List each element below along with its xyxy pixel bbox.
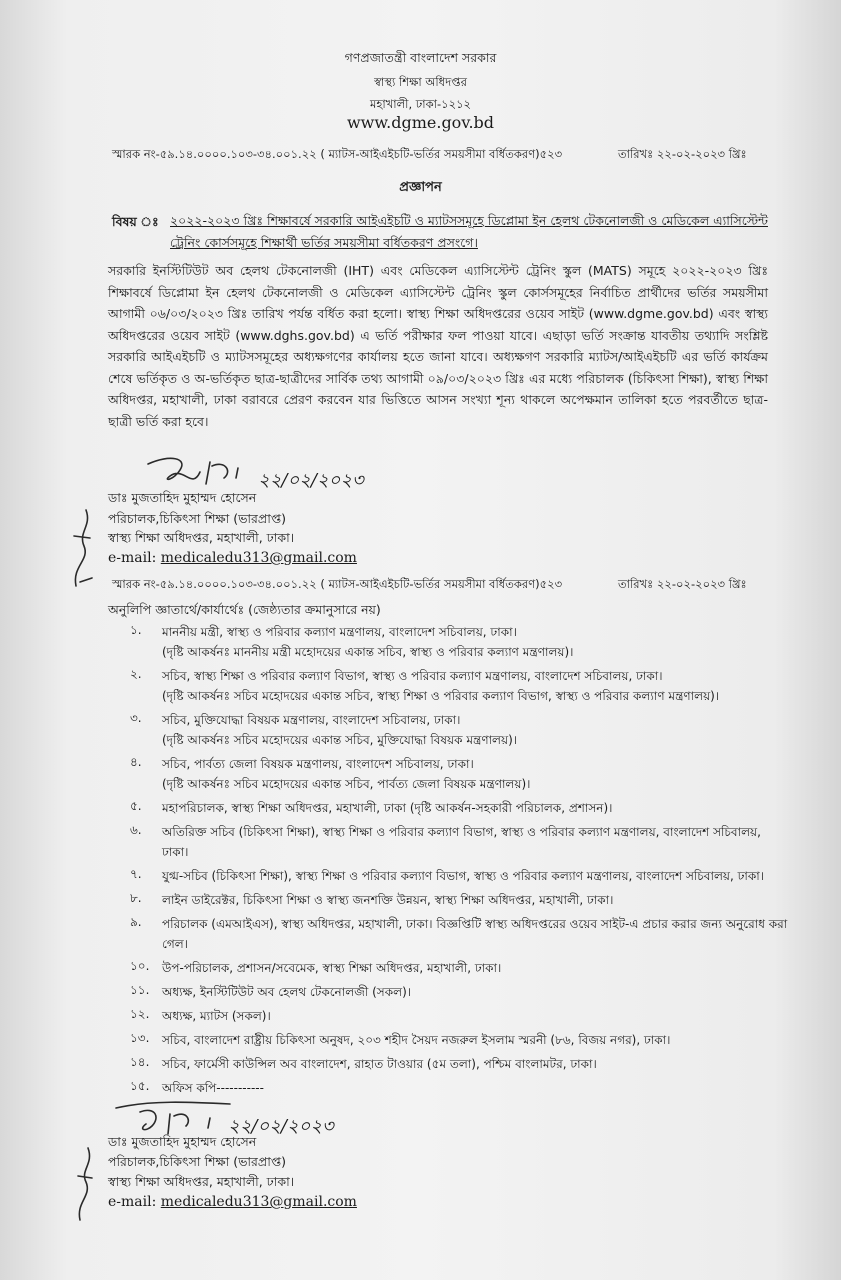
copy-to-heading: অনুলিপি জ্ঞাতার্থে/কার্যার্থেঃ (জেষ্ঠ্যতার ক্রমানুসারে নয়) xyxy=(108,602,381,617)
list-item-number: ১০. xyxy=(130,959,150,973)
list-item-number: ১৪. xyxy=(130,1055,150,1069)
list-item-number: ১. xyxy=(130,623,142,637)
department-name: স্বাস্থ্য শিক্ষা অধিদপ্তর xyxy=(374,75,467,89)
list-item-note: (দৃষ্টি আকর্ষনঃ মাননীয় মন্ত্রী মহোদয়ের একান্ত সচিব, স্বাস্থ্য ও পরিবার কল্যাণ মন্ত্রণালয়)। xyxy=(162,645,574,659)
list-item-number: ১২. xyxy=(130,1007,150,1021)
list-item-text: সচিব, স্বাস্থ্য শিক্ষা ও পরিবার কল্যাণ বিভাগ, স্বাস্থ্য ও পরিবার কল্যাণ মন্ত্রণালয়, বাংলাদেশ সচিবালয়, ঢাকা। xyxy=(162,669,663,683)
list-item-number: ৭. xyxy=(130,867,142,881)
list-item-text: সচিব, মুক্তিযোদ্ধা বিষয়ক মন্ত্রণালয়, বাংলাদেশ সচিবালয়, ঢাকা। xyxy=(162,713,461,727)
list-item xyxy=(130,754,790,794)
list-item-number: ৩. xyxy=(130,711,142,725)
list-item xyxy=(130,890,790,910)
email-label-2: e-mail: xyxy=(108,1194,157,1210)
list-item-number: ২. xyxy=(130,667,142,681)
list-item-text: যুগ্ম-সচিব (চিকিৎসা শিক্ষা), স্বাস্থ্য শিক্ষা ও পরিবার কল্যাণ বিভাগ, স্বাস্থ্য ও পরিবার কল্যাণ মন্ত্রণালয়, বাংলাদেশ সচিবালয়, ঢাকা। xyxy=(162,869,765,883)
office-address: মহাখালী, ঢাকা-১২১২ xyxy=(369,97,472,111)
signatory-name: ডাঃ মুজতাহিদ মুহাম্মদ হোসেন xyxy=(108,490,257,505)
handwritten-date: ২২/০২/২০২৩ xyxy=(258,470,364,491)
memo-number-copy: স্মারক নং-৫৯.১৪.০০০০.১০৩-৩৪.০০১.২২ ( ম্যাটস-আইএইচটি-ভর্তির সময়সীমা বর্ধিতকরণ)৫২৩ xyxy=(112,577,563,591)
list-item xyxy=(130,1054,790,1074)
list-item-text: অফিস কপি----------- xyxy=(162,1081,264,1095)
memo-date: তারিখঃ ২২-০২-২০২৩ খ্রিঃ xyxy=(618,147,747,161)
memo-date-copy: তারিখঃ ২২-০২-২০২৩ খ্রিঃ xyxy=(618,577,747,591)
email-label: e-mail: xyxy=(108,550,157,566)
memo-number: স্মারক নং-৫৯.১৪.০০০০.১০৩-৩৪.০০১.২২ ( ম্যাটস-আইএইচটি-ভর্তির সময়সীমা বর্ধিতকরণ)৫২৩ xyxy=(112,147,563,161)
signatory-office-2: স্বাস্থ্য শিক্ষা অধিদপ্তর, মহাখালী, ঢাকা। xyxy=(108,1174,295,1189)
list-item xyxy=(130,1078,790,1098)
list-item-text: অধ্যক্ষ, ম্যাটস (সকল)। xyxy=(162,1009,271,1023)
email-link-2[interactable]: medicaledu313@gmail.com xyxy=(160,1194,357,1210)
list-item-number: ১৩. xyxy=(130,1031,150,1045)
list-item xyxy=(130,822,790,862)
handwritten-date-2: ২২/০২/২০২৩ xyxy=(228,1116,334,1137)
subject-label: বিষয় ঃ xyxy=(112,214,159,229)
signatory-email-2 xyxy=(108,1194,357,1210)
list-item-note: (দৃষ্টি আকর্ষনঃ সচিব মহোদয়ের একান্ত সচিব, পার্বত্য জেলা বিষয়ক মন্ত্রণালয়)। xyxy=(162,777,531,791)
list-item-number: ১১. xyxy=(130,983,150,997)
government-name: গণপ্রজাতন্ত্রী বাংলাদেশ সরকার xyxy=(344,50,497,65)
list-item xyxy=(130,1006,790,1026)
list-item xyxy=(130,914,790,954)
list-item xyxy=(130,1030,790,1050)
list-item-number: ১৫. xyxy=(130,1079,150,1093)
list-item xyxy=(130,982,790,1002)
signatory-name-2: ডাঃ মুজতাহিদ মুহাম্মদ হোসেন xyxy=(108,1134,257,1149)
copy-to-list xyxy=(130,622,790,1102)
list-item-number: ৬. xyxy=(130,823,142,837)
list-item-number: ৫. xyxy=(130,799,142,813)
notice-body: সরকারি ইনস্টিটিউট অব হেলথ টেকনোলজী (IHT) এবং মেডিকেল এ্যাসিস্টেন্ট ট্রেনিং স্কুল (MATS) সমূহে ২০২২-২০২৩ খ্রিঃ শিক্ষাবর্ষে ডিপ্লোমা ইন হেলথ টেকনোলজী ও মেডিকেল এ্যাসিস্টেন্ট ট্রেনিং স্কুল কোর্সসমূহের নির্বাচিত প্রার্থীদের ভর্তির সময়সীমা আগামী ০৬/০৩/২০২৩ খ্রিঃ তারিখ পর্যন্ত বর্ধিত করা হলো। স্বাস্থ্য শিক্ষা অধিদপ্তরের ওয়েব সাইট (www.dgme.gov.bd) এবং স্বাস্থ্য অধিদপ্তরের ওয়েব সাইট (www.dghs.gov.bd) এ ভর্তি পরীক্ষার ফল পাওয়া যাবে। এছাড়া ভর্তি সংক্রান্ত যাবতীয় তথ্যাদি সংশ্লিষ্ট সরকারি আইএইচটি ও ম্যাটসসমূহের অধ্যক্ষগণের কার্যালয় হতে জানা যাবে। অধ্যক্ষগণ সরকারি ম্যাটস/আইএইচটি এর ভর্তি কার্যক্রম শেষে ভর্তিকৃত ও অ-ভর্তিকৃত ছাত্র-ছাত্রীদের সার্বিক তথ্য আগামী ০৯/০৩/২০২৩ খ্রিঃ এর মধ্যে পরিচালক (চিকিৎসা শিক্ষা), স্বাস্থ্য শিক্ষা অধিদপ্তর, মহাখালী, ঢাকা বরাবরে প্রেরণ করবেন যার ভিত্তিতে আসন সংখ্যা শূন্য থাকলে অপেক্ষমান তালিকা হতে পরবর্তীতে ছাত্র-ছাত্রী ভর্তি করা হবে। xyxy=(108,263,768,429)
list-item-text: সচিব, বাংলাদেশ রাষ্ট্রীয় চিকিৎসা অনুষদ, ২০৩ শহীদ সৈয়দ নজরুল ইসলাম স্মরনী (৮৬, বিজয় নগর), ঢাকা। xyxy=(162,1033,671,1047)
list-item-text: মাননীয় মন্ত্রী, স্বাস্থ্য ও পরিবার কল্যাণ মন্ত্রণালয়, বাংলাদেশ সচিবালয়, ঢাকা। xyxy=(162,625,517,639)
list-item-text: অধ্যক্ষ, ইনস্টিটিউট অব হেলথ টেকনোলজী (সকল)। xyxy=(162,985,412,999)
list-item-text: লাইন ডাইরেক্টর, চিকিৎসা শিক্ষা ও স্বাস্থ্য জনশক্তি উন্নয়ন, স্বাস্থ্য শিক্ষা অধিদপ্তর, মহাখালী, ঢাকা। xyxy=(162,893,614,907)
list-item xyxy=(130,622,790,662)
margin-initials-2 xyxy=(70,1136,100,1226)
notice-title: প্রজ্ঞাপন xyxy=(399,180,442,195)
list-item-note: (দৃষ্টি আকর্ষনঃ সচিব মহোদয়ের একান্ত সচিব, মুক্তিযোদ্ধা বিষয়ক মন্ত্রণালয়)। xyxy=(162,733,518,747)
subject-text: ২০২২-২০২৩ খ্রিঃ শিক্ষাবর্ষে সরকারি আইএইচটি ও ম্যাটসসমূহে ডিপ্লোমা ইন হেলথ টেকনোলজী ও মেডিকেল এ্যাসিস্টেন্ট ট্রেনিং কোর্সসমূহে শিক্ষার্থী ভর্তির সময়সীমা বর্ধিতকরণ প্রসংগে। xyxy=(170,213,768,250)
list-item-number: ৪. xyxy=(130,755,142,769)
list-item xyxy=(130,710,790,750)
website-link[interactable]: www.dgme.gov.bd xyxy=(346,113,495,132)
list-item-number: ৮. xyxy=(130,891,142,905)
list-item xyxy=(130,866,790,886)
list-item-text: সচিব, পার্বত্য জেলা বিষয়ক মন্ত্রণালয়, বাংলাদেশ সচিবালয়, ঢাকা। xyxy=(162,757,474,771)
list-item xyxy=(130,666,790,706)
signatory-designation-2: পরিচালক,চিকিৎসা শিক্ষা (ভারপ্রাপ্ত) xyxy=(108,1154,287,1169)
list-item-text: অতিরিক্ত সচিব (চিকিৎসা শিক্ষা), স্বাস্থ্য শিক্ষা ও পরিবার কল্যাণ বিভাগ, স্বাস্থ্য ও পরিবার কল্যাণ মন্ত্রণালয়, বাংলাদেশ সচিবালয়, ঢাকা। xyxy=(162,825,761,859)
list-item-note: (দৃষ্টি আকর্ষনঃ সচিব মহোদয়ের একান্ত সচিব, স্বাস্থ্য শিক্ষা ও পরিবার কল্যাণ বিভাগ, স্বাস্থ্য ও পরিবার কল্যাণ মন্ত্রণালয়)। xyxy=(162,689,720,703)
signatory-office: স্বাস্থ্য শিক্ষা অধিদপ্তর, মহাখালী, ঢাকা। xyxy=(108,530,295,545)
list-item xyxy=(130,798,790,818)
list-item-text: উপ-পরিচালক, প্রশাসন/সবেমেক, স্বাস্থ্য শিক্ষা অধিদপ্তর, মহাখালী, ঢাকা। xyxy=(162,961,502,975)
list-item-text: পরিচালক (এমআইএস), স্বাস্থ্য অধিদপ্তর, মহাখালী, ঢাকা। বিজ্ঞপ্তিটি স্বাস্থ্য অধিদপ্তরের ওয়েব সাইট-এ প্রচার করার জন্য অনুরোধ করা গেল। xyxy=(162,917,788,951)
signatory-email xyxy=(108,550,357,566)
signatory-designation: পরিচালক,চিকিৎসা শিক্ষা (ভারপ্রাপ্ত) xyxy=(108,511,287,526)
list-item-number: ৯. xyxy=(130,915,142,929)
list-item-text: মহাপরিচালক, স্বাস্থ্য শিক্ষা অধিদপ্তর, মহাখালী, ঢাকা (দৃষ্টি আকর্ষন-সহকারী পরিচালক, প্রশাসন)। xyxy=(162,801,613,815)
email-link[interactable]: medicaledu313@gmail.com xyxy=(160,550,357,566)
margin-initials xyxy=(68,486,98,596)
list-item-text: সচিব, ফার্মেসী কাউন্সিল অব বাংলাদেশ, রাহাত টাওয়ার (৫ম তলা), পশ্চিম বাংলামটর, ঢাকা। xyxy=(162,1057,597,1071)
list-item xyxy=(130,958,790,978)
